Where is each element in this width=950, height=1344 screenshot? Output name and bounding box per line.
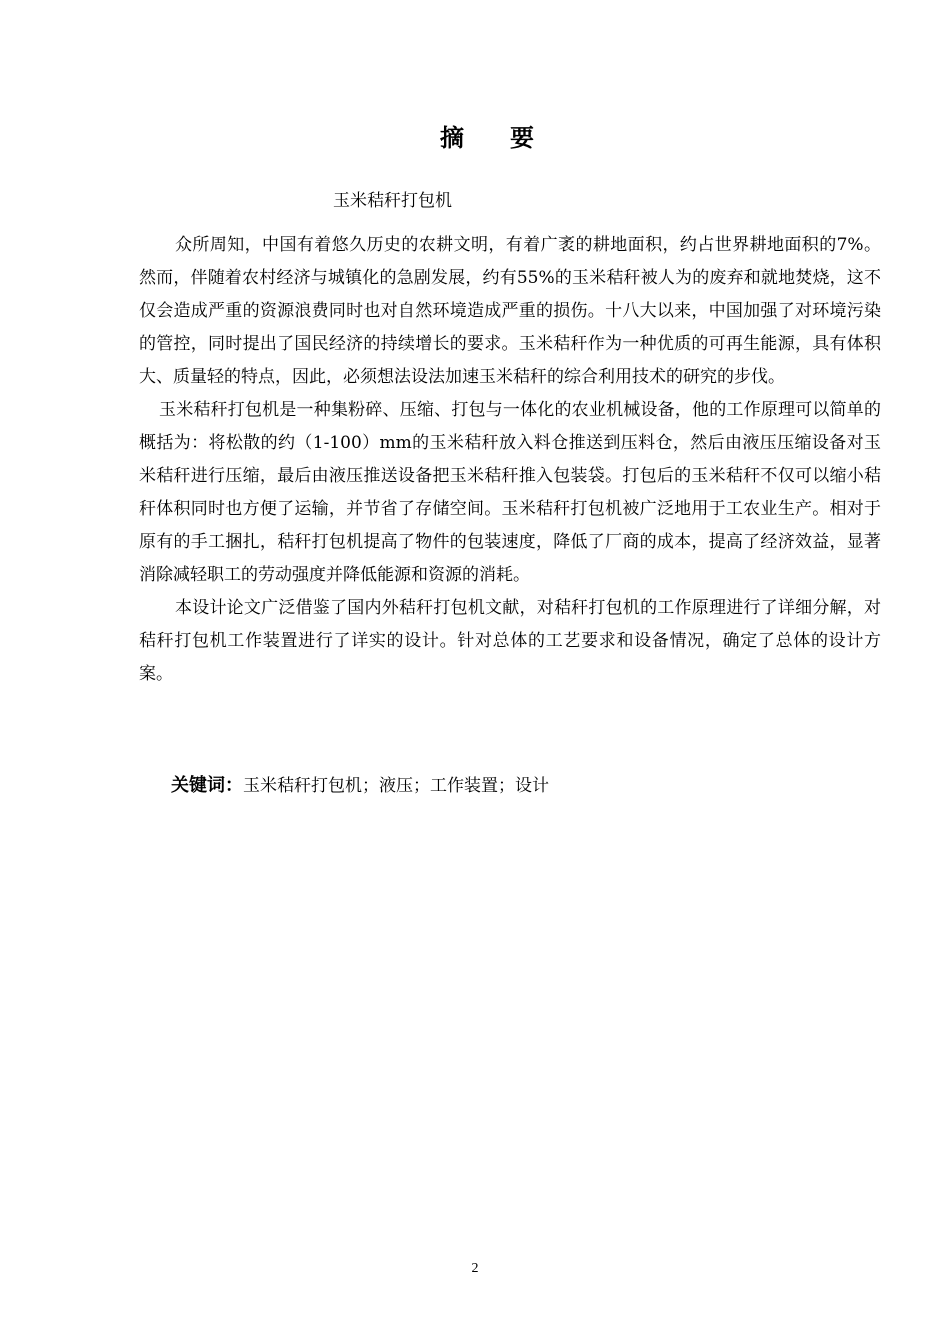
keywords-label: 关键词： xyxy=(171,775,243,796)
paragraph-3: 本设计论文广泛借鉴了国内外秸秆打包机文献，对秸秆打包机的工作原理进行了详细分解，对秸秆打包机工作装置进行了详实的设计。针对总体的工艺要求和设备情况，确定了总体的设计方案。 xyxy=(139,598,881,684)
document-subtitle: 玉米秸秆打包机 xyxy=(333,191,452,211)
keywords-text: 玉米秸秆打包机；液压；工作装置；设计 xyxy=(243,776,549,796)
page-number: 2 xyxy=(471,1261,479,1276)
paragraph-2: 玉米秸秆打包机是一种集粉碎、压缩、打包与一体化的农业机械设备，他的工作原理可以简单的概括为：将松散的约（1-100）mm的玉米秸秆放入料仓推送到压料仓，然后由液压压缩设备对玉米秸秆进行压缩，最后由液压推送设备把玉米秸秆推入包装袋。打包后的玉米秸秆不仅可以缩小秸秆体积同时也方便了运输，并节省了存储空间。玉米秸秆打包机被广泛地用于工农业生产。相对于原有的手工捆扎，秸秆打包机提高了物件的包装速度，降低了厂商的成本，提高了经济效益，显著消除减轻职工的劳动强度并降低能源和资源的消耗。 xyxy=(139,400,881,585)
abstract-body xyxy=(139,229,881,691)
abstract-heading: 摘要 xyxy=(440,124,580,152)
paragraph-1: 众所周知，中国有着悠久历史的农耕文明，有着广袤的耕地面积，约占世界耕地面积的7%。然而，伴随着农村经济与城镇化的急剧发展，约有55%的玉米秸秆被人为的废弃和就地焚烧，这不仅会造成严重的资源浪费同时也对自然环境造成严重的损伤。十八大以来，中国加强了对环境污染的管控，同时提出了国民经济的持续增长的要求。玉米秸秆作为一种优质的可再生能源，具有体积大、质量轻的特点，因此，必须想法设法加速玉米秸秆的综合利用技术的研究的步伐。 xyxy=(139,235,881,387)
keywords-line xyxy=(171,771,549,797)
